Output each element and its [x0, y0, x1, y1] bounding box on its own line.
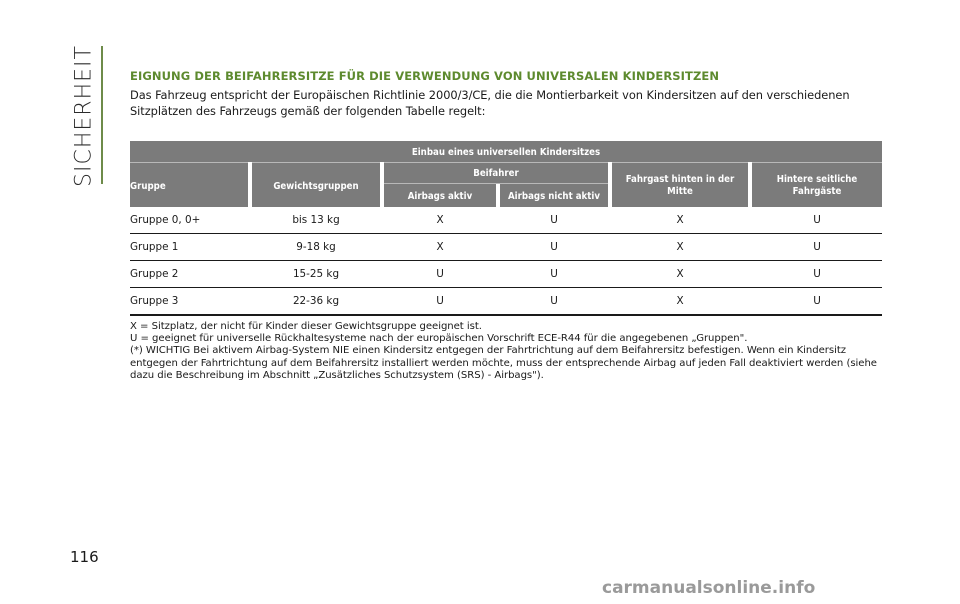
cell-rear-middle: X	[676, 268, 684, 280]
table-header	[130, 141, 882, 207]
note-line: (*) WICHTIG Bei aktivem Airbag-System NIE einen Kindersitz entgegen der Fahrtrichtung auf dem Beifahrersitz befestigen. Wenn ein Kindersitz	[130, 345, 846, 357]
table-row	[130, 234, 882, 261]
cell-airbag-on: X	[436, 214, 444, 226]
child-seat-table	[130, 141, 882, 316]
cell-group: Gruppe 0, 0+	[130, 214, 201, 226]
page-content	[130, 69, 882, 382]
table-notes	[130, 321, 882, 382]
cell-airbag-on: X	[436, 241, 444, 253]
cell-rear-side: U	[813, 214, 821, 226]
note-line: X = Sitzplatz, der nicht für Kinder dieser Gewichtsgruppe geeignet ist.	[130, 321, 482, 332]
cell-weight: bis 13 kg	[292, 214, 340, 226]
page-heading: EIGNUNG DER BEIFAHRERSITZE FÜR DIE VERWENDUNG VON UNIVERSALEN KINDERSITZEN	[130, 69, 720, 83]
cell-rear-side: U	[813, 268, 821, 280]
cell-rear-middle: X	[676, 241, 684, 253]
header-divider	[130, 162, 882, 163]
cell-airbag-off: U	[550, 295, 558, 307]
cell-rear-side: U	[813, 295, 821, 307]
header-group: Gruppe	[130, 181, 166, 192]
cell-airbag-on: U	[436, 295, 444, 307]
page-number: 116	[70, 548, 99, 566]
table-row	[130, 207, 882, 234]
cell-airbag-off: U	[550, 268, 558, 280]
note-line: dazu die Beschreibung im Abschnitt „Zusätzliches Schutzsystem (SRS) - Airbags").	[130, 369, 544, 381]
cell-airbag-on: U	[436, 268, 444, 280]
cell-rear-middle: X	[676, 214, 684, 226]
section-rule	[101, 46, 103, 184]
intro-line: Das Fahrzeug entspricht der Europäischen Richtlinie 2000/3/CE, die die Montierbarkeit von Kindersitzen auf den verschiedenen	[130, 88, 850, 102]
table-row	[130, 288, 882, 316]
header-rear-side: Hintere seitliche Fahrgäste	[776, 174, 858, 197]
table-super-header: Einbau eines universellen Kindersitzes	[411, 147, 601, 158]
cell-airbag-off: U	[550, 241, 558, 253]
cell-group: Gruppe 2	[130, 268, 179, 280]
watermark-text: carmanualsonline.info	[602, 578, 816, 598]
cell-rear-side: U	[813, 241, 821, 253]
table-row	[130, 261, 882, 288]
header-airbag-off: Airbags nicht aktiv	[508, 191, 600, 202]
header-weight: Gewichtsgruppen	[273, 181, 359, 192]
cell-rear-middle: X	[676, 295, 684, 307]
note-line: U = geeignet für universelle Rückhaltesysteme nach der europäischen Vorschrift ECE-R44 für die angegebenen „Gruppen".	[130, 333, 748, 345]
cell-weight: 22-36 kg	[292, 295, 340, 307]
intro-line: Sitzplätzen des Fahrzeugs gemäß der folgenden Tabelle regelt:	[130, 104, 486, 118]
header-front-passenger: Beifahrer	[473, 168, 519, 179]
section-title-vertical	[66, 46, 102, 186]
section-title-text: SICHERHEIT	[71, 45, 97, 187]
cell-airbag-off: U	[550, 214, 558, 226]
cell-group: Gruppe 1	[130, 241, 179, 253]
intro-paragraph	[130, 87, 882, 119]
cell-weight: 15-25 kg	[292, 268, 340, 280]
cell-group: Gruppe 3	[130, 295, 179, 307]
cell-weight: 9-18 kg	[296, 241, 336, 253]
header-rear-middle: Fahrgast hinten in der Mitte	[625, 174, 735, 197]
note-line: entgegen der Fahrtrichtung auf dem Beifahrersitz installiert werden möchte, muss der entsprechende Airbag auf jeden Fall deaktiviert werden (siehe	[130, 357, 877, 369]
header-airbag-on: Airbags aktiv	[407, 191, 473, 202]
